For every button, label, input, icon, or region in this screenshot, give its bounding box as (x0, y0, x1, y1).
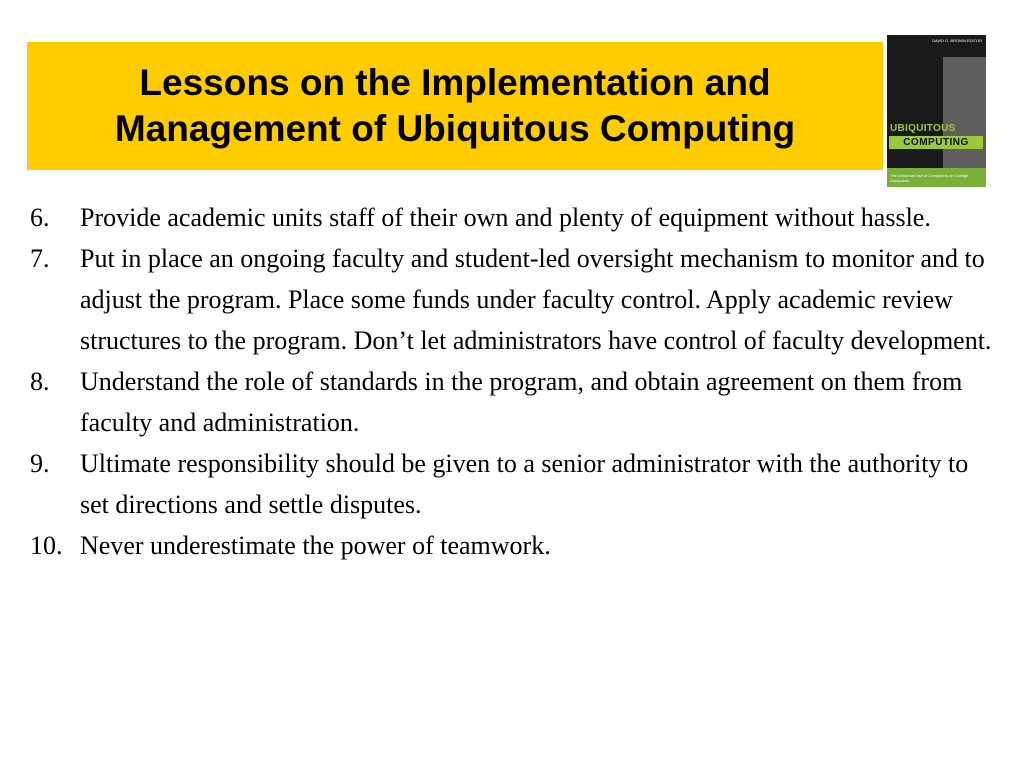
list-item (30, 197, 1000, 238)
item-number: 10. (30, 531, 63, 560)
item-number: 6. (30, 203, 50, 232)
cover-subtitle: The Universal Use of Computers on College Campuses (890, 173, 969, 183)
page-title-line-2: Management of Ubiquitous Computing (114, 108, 796, 149)
cover-gray-block (943, 57, 986, 168)
list-item (30, 525, 1000, 566)
item-text: Ultimate responsibility should be given to a senior administrator with the authority to set directions and settle disputes. (80, 449, 969, 519)
item-text: Understand the role of standards in the program, and obtain agreement on them from faculty and administration. (80, 367, 963, 437)
item-text: Provide academic units staff of their own and plenty of equipment without hassle. (80, 203, 931, 232)
list-item (30, 238, 1000, 361)
lessons-list (30, 197, 1000, 566)
cover-title-top: UBIQUITOUS (890, 123, 956, 134)
page-title-line-1: Lessons on the Implementation and (139, 62, 771, 103)
cover-authors: DAVID G. BROWN EDITOR (932, 38, 982, 43)
item-number: 9. (30, 449, 50, 478)
list-item (30, 361, 1000, 443)
book-cover-image (887, 35, 986, 187)
item-number: 7. (30, 244, 50, 273)
cover-title-bottom: COMPUTING (889, 136, 983, 149)
list-item (30, 443, 1000, 525)
item-text: Put in place an ongoing faculty and student-led oversight mechanism to monitor and to adjust the program. Place some funds under faculty control. Apply academic review structures to the program. Don’t let administrators have control of faculty development. (80, 244, 992, 355)
title-banner (27, 42, 883, 170)
item-number: 8. (30, 367, 50, 396)
item-text: Never underestimate the power of teamwork. (80, 531, 551, 560)
